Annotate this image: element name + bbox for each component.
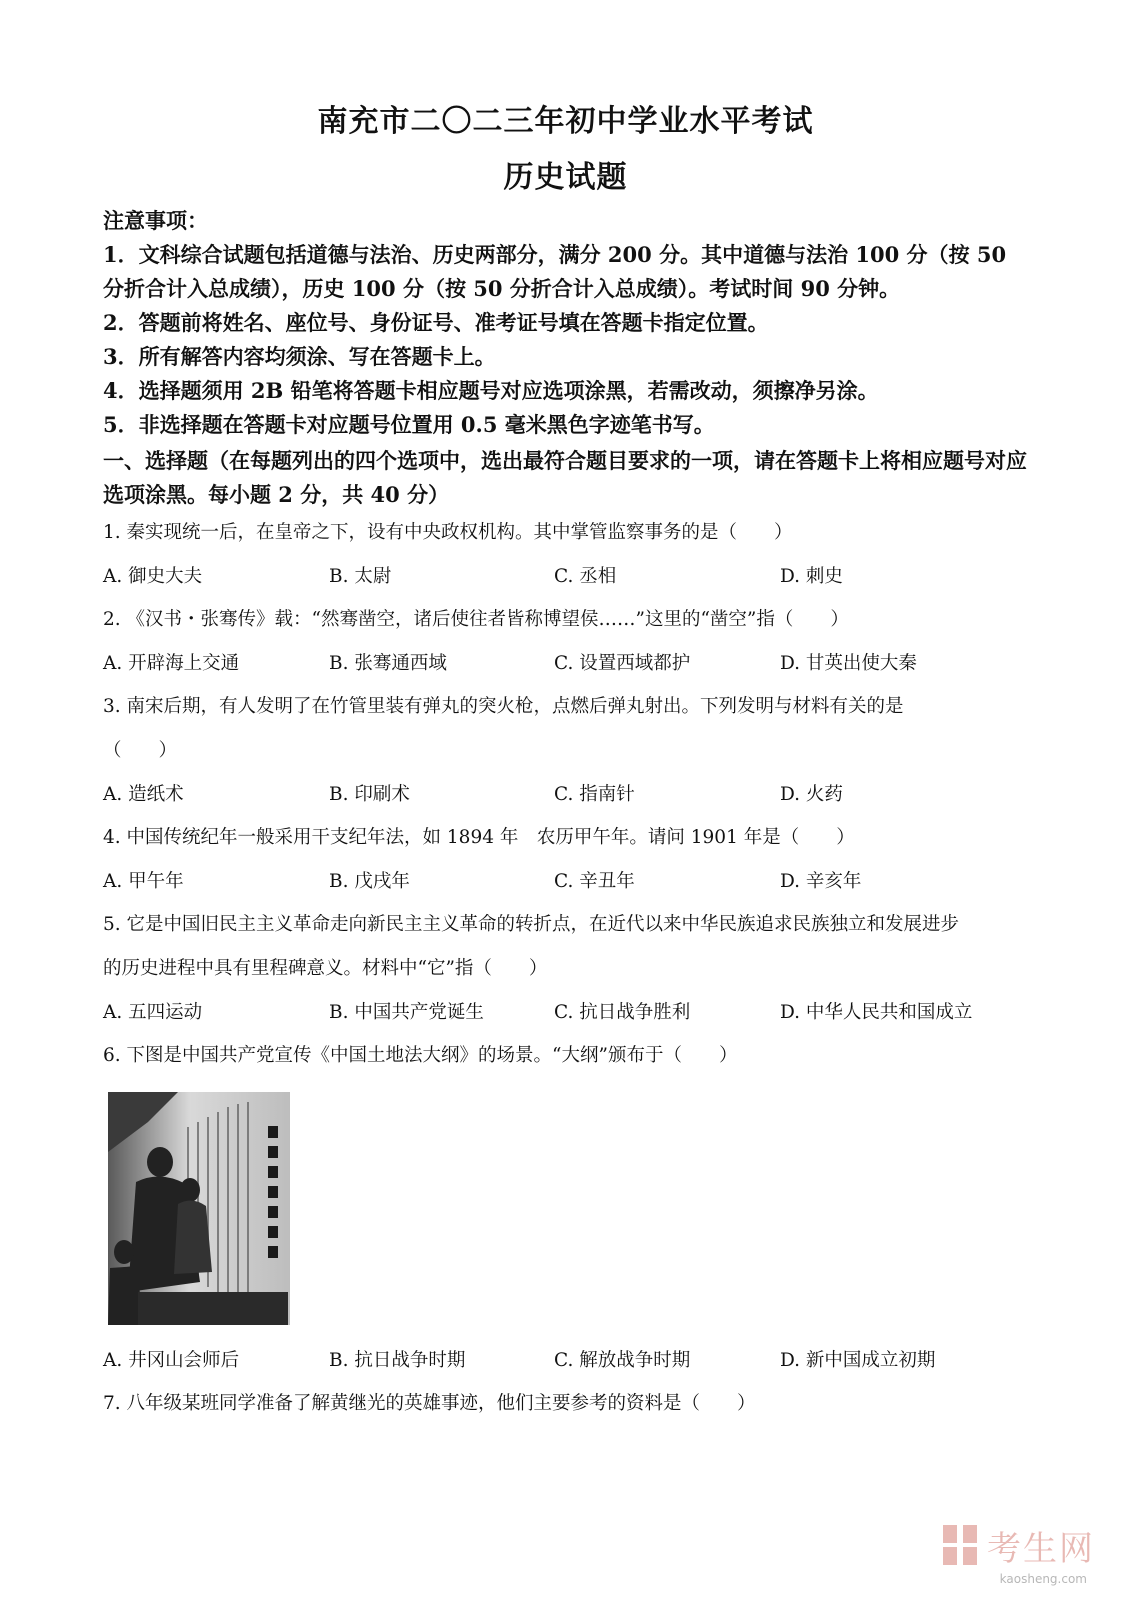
question-1-options — [103, 563, 1028, 591]
option-b: B. 戊戌年 — [329, 871, 410, 892]
option-a: A. 甲午年 — [103, 871, 184, 892]
watermark-text: 考生网 — [987, 1528, 1095, 1569]
option-d: D. 甘英出使大秦 — [780, 653, 917, 674]
notice-item: 1．文科综合试题包括道德与法治、历史两部分，满分 200 分。其中道德与法治 100 分（按 50 分折合计入总成绩），历史 100 分（按 50 分折合计入总成绩）。考试时间 90 分钟。 — [103, 242, 1007, 301]
option-d: D. 辛亥年 — [780, 871, 862, 892]
option-b: B. 张骞通西域 — [329, 653, 447, 674]
question-4-options — [103, 868, 1028, 896]
photo-illustration — [108, 1092, 290, 1325]
question-6-options — [103, 1347, 1028, 1375]
notice-item: 3．所有解答内容均须涂、写在答题卡上。 — [103, 344, 496, 369]
exam-subtitle: 历史试题 — [503, 160, 628, 195]
section-heading: 一、选择题（在每题列出的四个选项中，选出最符合题目要求的一项，请在答题卡上将相应题号对应选项涂黑。每小题 2 分，共 40 分） — [103, 448, 1027, 507]
watermark-url: kaosheng.com — [999, 1572, 1087, 1586]
option-d: D. 刺史 — [780, 566, 843, 587]
watermark — [941, 1520, 1095, 1570]
option-c: C. 指南针 — [554, 784, 635, 805]
option-a: A. 五四运动 — [103, 1002, 203, 1023]
option-c: C. 辛丑年 — [554, 871, 635, 892]
option-b: B. 印刷术 — [329, 784, 410, 805]
option-a: A. 造纸术 — [103, 784, 184, 805]
option-b: B. 抗日战争时期 — [329, 1350, 466, 1371]
option-b: B. 太尉 — [329, 566, 392, 587]
option-a: A. 井冈山会师后 — [103, 1350, 240, 1371]
land-law-photo — [108, 1092, 290, 1325]
notice-heading: 注意事项： — [103, 208, 208, 233]
question-6: 6. 下图是中国共产党宣传《中国土地法大纲》的场景。“大纲”颁布于（ ） — [103, 1045, 738, 1066]
question-3-blank: （ ） — [103, 740, 178, 761]
option-b: B. 中国共产党诞生 — [329, 1002, 484, 1023]
question-5: 5. 它是中国旧民主主义革命走向新民主主义革命的转折点，在近代以来中华民族追求民族独立和发展进步 — [103, 914, 960, 935]
option-d: D. 新中国成立初期 — [780, 1350, 936, 1371]
option-d: D. 中华人民共和国成立 — [780, 1002, 973, 1023]
question-2: 2. 《汉书・张骞传》载：“然骞凿空，诸后使往者皆称博望侯……”这里的“凿空”指（ ） — [103, 609, 849, 630]
question-5-line2: 的历史进程中具有里程碑意义。材料中“它”指（ ） — [103, 958, 548, 979]
option-c: C. 抗日战争胜利 — [554, 1002, 691, 1023]
exam-title: 南充市二〇二三年初中学业水平考试 — [317, 104, 814, 139]
question-5-options — [103, 999, 1028, 1027]
question-7: 7. 八年级某班同学准备了解黄继光的英雄事迹，他们主要参考的资料是（ ） — [103, 1393, 756, 1414]
option-d: D. 火药 — [780, 784, 843, 805]
notice-item: 2．答题前将姓名、座位号、身份证号、准考证号填在答题卡指定位置。 — [103, 310, 769, 335]
question-2-options — [103, 650, 1028, 678]
option-c: C. 丞相 — [554, 566, 617, 587]
notice-item: 5．非选择题在答题卡对应题号位置用 0.5 毫米黑色字迹笔书写。 — [103, 412, 715, 437]
question-3-options — [103, 781, 1028, 809]
option-c: C. 解放战争时期 — [554, 1350, 691, 1371]
option-a: A. 开辟海上交通 — [103, 653, 240, 674]
watermark-logo-icon — [941, 1523, 981, 1567]
option-a: A. 御史大夫 — [103, 566, 203, 587]
notice-item: 4．选择题须用 2B 铅笔将答题卡相应题号对应选项涂黑，若需改动，须擦净另涂。 — [103, 378, 879, 403]
option-c: C. 设置西域都护 — [554, 653, 691, 674]
notice-block — [103, 204, 1023, 442]
question-4: 4. 中国传统纪年一般采用干支纪年法，如 1894 年 农历甲午年。请问 1901 年是（ ） — [103, 827, 855, 848]
question-1: 1. 秦实现统一后，在皇帝之下，设有中央政权机构。其中掌管监察事务的是（ ） — [103, 522, 793, 543]
question-3: 3. 南宋后期，有人发明了在竹管里装有弹丸的突火枪，点燃后弹丸射出。下列发明与材料有关的是 — [103, 696, 904, 717]
